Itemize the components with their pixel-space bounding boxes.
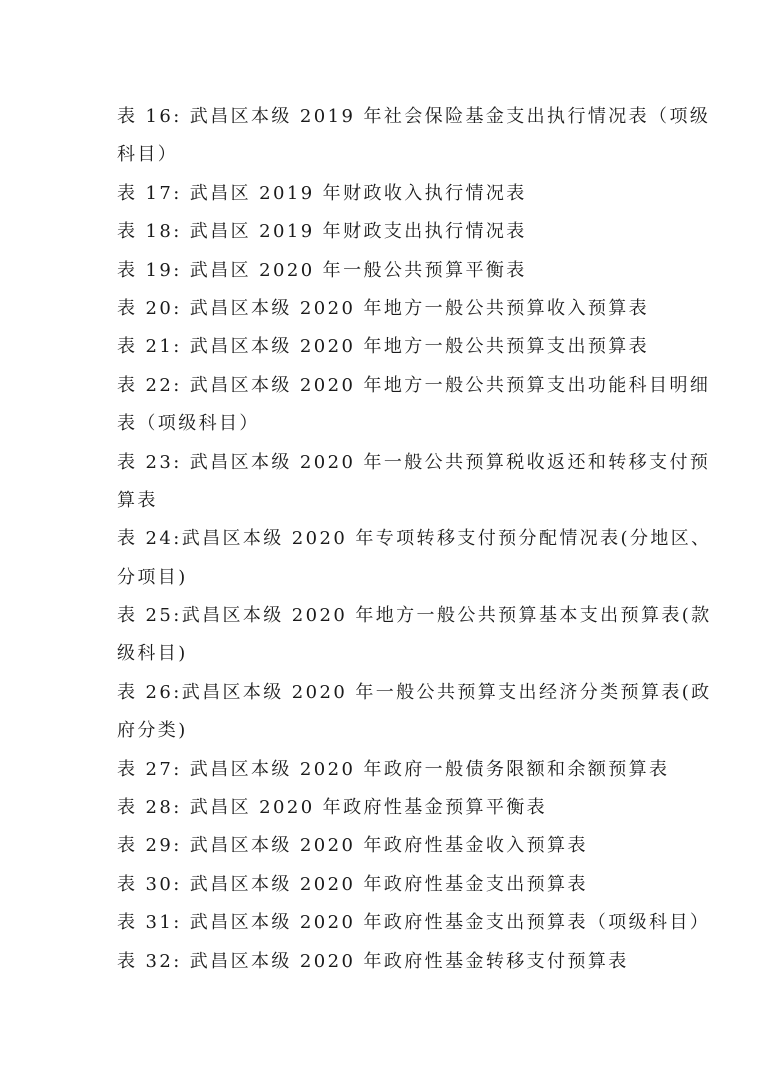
toc-line: 表 22: 武昌区本级 2020 年地方一般公共预算支出功能科目明细 bbox=[117, 374, 711, 396]
toc-line: 表 18: 武昌区 2019 年财政支出执行情况表 bbox=[117, 221, 527, 243]
toc-line: 表 31: 武昌区本级 2020 年政府性基金支出预算表（项级科目） bbox=[117, 912, 711, 934]
toc-line: 算表 bbox=[117, 489, 158, 511]
toc-line: 表 23: 武昌区本级 2020 年一般公共预算税收返还和转移支付预 bbox=[117, 451, 711, 473]
toc-line: 表 16: 武昌区本级 2019 年社会保险基金支出执行情况表（项级 bbox=[117, 106, 711, 127]
toc-line: 表 21: 武昌区本级 2020 年地方一般公共预算支出预算表 bbox=[117, 336, 650, 358]
toc-line: 表（项级科目） bbox=[117, 413, 260, 435]
toc-line: 表 19: 武昌区 2020 年一般公共预算平衡表 bbox=[117, 259, 527, 281]
toc-line: 表 30: 武昌区本级 2020 年政府性基金支出预算表 bbox=[117, 873, 588, 895]
table-list bbox=[117, 98, 712, 981]
toc-line: 表 17: 武昌区 2019 年财政收入执行情况表 bbox=[117, 182, 527, 204]
toc-line: 表 32: 武昌区本级 2020 年政府性基金转移支付预算表 bbox=[117, 950, 629, 972]
toc-line: 表 27: 武昌区本级 2020 年政府一般债务限额和余额预算表 bbox=[117, 758, 670, 780]
toc-line: 表 20: 武昌区本级 2020 年地方一般公共预算收入预算表 bbox=[117, 297, 650, 319]
toc-line: 分项目) bbox=[117, 566, 188, 588]
toc-line: 级科目) bbox=[117, 643, 188, 665]
toc-line: 府分类) bbox=[117, 720, 188, 742]
toc-line: 科目） bbox=[117, 144, 179, 166]
toc-line: 表 24:武昌区本级 2020 年专项转移支付预分配情况表(分地区、 bbox=[117, 528, 712, 550]
toc-line: 表 29: 武昌区本级 2020 年政府性基金收入预算表 bbox=[117, 835, 588, 857]
toc-line: 表 28: 武昌区 2020 年政府性基金预算平衡表 bbox=[117, 797, 548, 819]
toc-line: 表 25:武昌区本级 2020 年地方一般公共预算基本支出预算表(款 bbox=[117, 605, 712, 627]
toc-line: 表 26:武昌区本级 2020 年一般公共预算支出经济分类预算表(政 bbox=[117, 681, 712, 703]
